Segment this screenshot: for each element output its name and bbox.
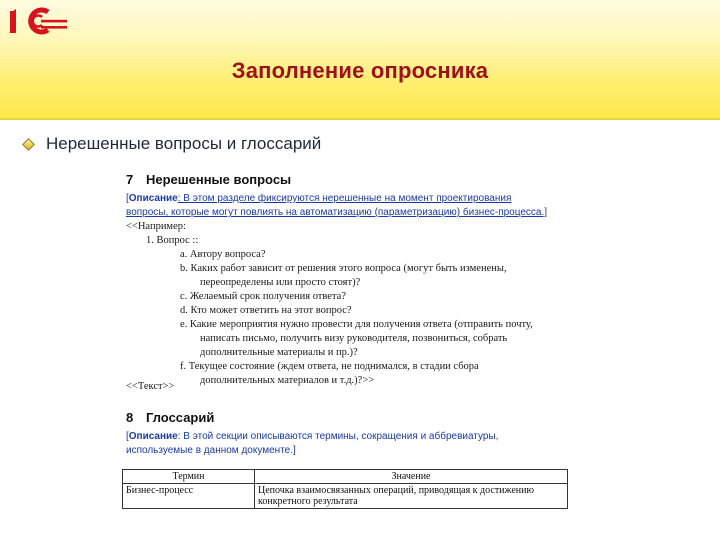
glossary-table <box>122 469 568 509</box>
column-header-term: Термин <box>123 470 255 484</box>
slide-title: Заполнение опросника <box>231 58 489 83</box>
example-item-d: d. Кто может ответить на этот вопрос? <box>180 305 352 316</box>
document-excerpt <box>118 168 608 514</box>
section-8-description-line-1: [Описание: В этой секции описываются термины, сокращения и аббревиатуры, <box>126 431 499 442</box>
bullet-text: Нерешенные вопросы и глоссарий <box>46 134 322 153</box>
section-7-description-line-2: вопросы, которые могут повлиять на автоматизацию (параметризацию) бизнес-процесса.] <box>126 207 548 218</box>
example-item-e-line-1: e. Какие мероприятия нужно провести для получения ответа (отправить почту, <box>180 319 533 330</box>
example-item-f-line-2: дополнительных материалов и т.д.)?>> <box>200 375 375 386</box>
glossary-header-row <box>123 470 568 484</box>
example-item-a: a. Автору вопроса? <box>180 249 266 260</box>
example-item-f-line-1: f. Текущее состояние (ждем ответа, не поднимался, в стадии сбора <box>180 361 479 372</box>
diamond-bullet-icon <box>22 138 35 151</box>
section-8-heading: 8 Глоссарий <box>126 410 215 425</box>
1c-logo <box>8 6 70 36</box>
meaning-cell: Цепочка взаимосвязанных операций, приводящая к достижению конкретного результата <box>255 484 568 509</box>
section-8-description-line-2: используемые в данном документе.] <box>126 445 296 456</box>
example-open: <<Например: <box>126 221 186 232</box>
section-7-heading: 7 Нерешенные вопросы <box>126 172 292 187</box>
bullet-item <box>24 133 321 155</box>
table-row <box>123 484 568 509</box>
svg-text:1C: 1C <box>8 6 10 7</box>
example-item-c: c. Желаемый срок получения ответа? <box>180 291 346 302</box>
divider <box>0 118 720 120</box>
example-item-e-line-2: написать письмо, получить визу руководителя, позвониться, собрать <box>200 333 508 344</box>
example-item-1: 1. Вопрос :: <box>146 235 199 246</box>
example-item-b-line-2: переопределены или просто стоят)? <box>200 277 361 288</box>
example-close: <<Текст>> <box>126 381 175 392</box>
example-item-e-line-3: дополнительные материалы и пр.)? <box>200 347 358 358</box>
section-7-description-line-1: [Описание: В этом разделе фиксируются нерешенные на момент проектирования <box>126 193 512 204</box>
example-item-b-line-1: b. Каких работ зависит от решения этого вопроса (могут быть изменены, <box>180 263 507 274</box>
column-header-meaning: Значение <box>255 470 568 484</box>
term-cell: Бизнес-процесс <box>123 484 255 509</box>
